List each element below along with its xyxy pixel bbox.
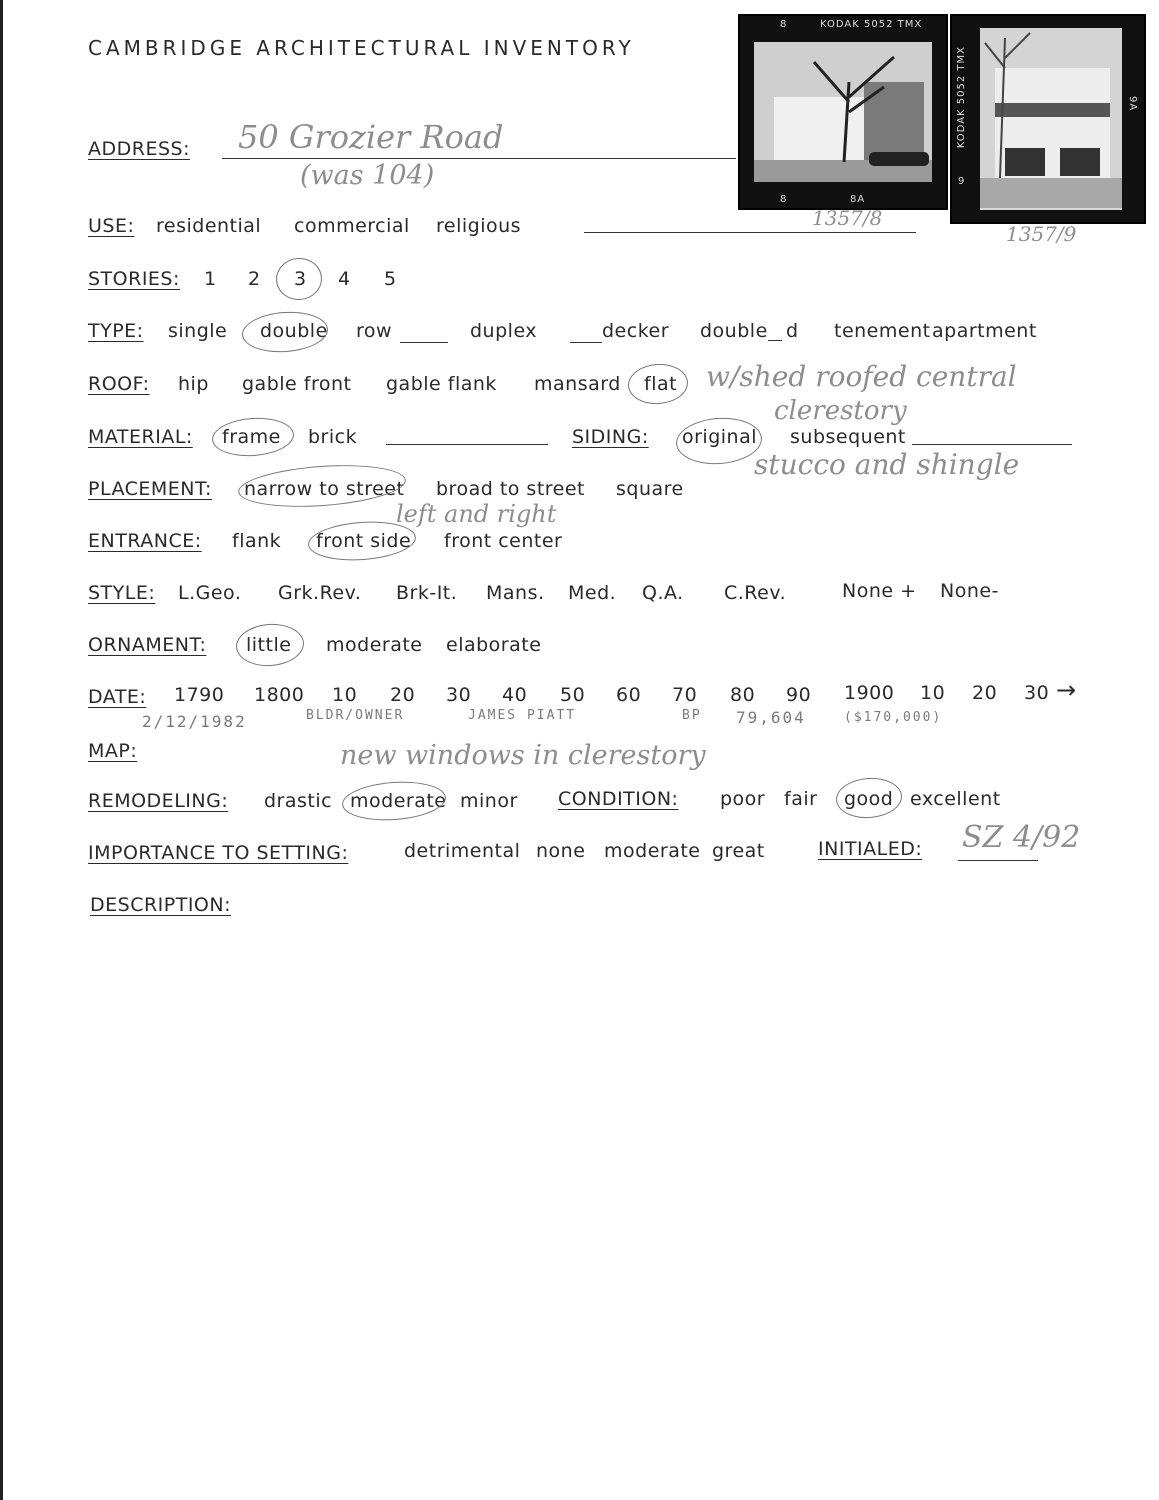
placement-label: PLACEMENT: (88, 478, 212, 500)
importance-label: IMPORTANCE TO SETTING: (88, 842, 349, 864)
condition-option-good: good (844, 788, 894, 810)
type-option-decker: decker (602, 320, 670, 342)
siding-option-original: original (682, 426, 758, 448)
roof-option-flat: flat (644, 373, 678, 395)
date-year-1930: 30 (1024, 682, 1050, 704)
date-year-20: 20 (390, 684, 416, 706)
photo-2-frame: 9 (958, 176, 966, 187)
ornament-option-elaborate: elaborate (446, 634, 542, 656)
date-year-1920: 20 (972, 682, 998, 704)
ornament-selection-circle (235, 622, 306, 669)
remodeling-label: REMODELING: (88, 790, 229, 812)
initialed-value: SZ 4/92 (962, 820, 1081, 855)
use-option-commercial: commercial (294, 215, 410, 237)
form-title: CAMBRIDGE ARCHITECTURAL INVENTORY (88, 36, 635, 60)
ornament-option-moderate: moderate (326, 634, 423, 656)
photo-2-image (980, 28, 1122, 210)
stories-option-4: 4 (338, 268, 351, 290)
stories-selection-circle (275, 256, 324, 301)
use-option-residential: residential (156, 215, 262, 237)
siding-label: SIDING: (572, 426, 649, 448)
type-option-apartment: apartment (932, 320, 1037, 342)
roof-label: ROOF: (88, 373, 150, 395)
type-option-d: d (786, 320, 799, 342)
date-year-40: 40 (502, 684, 528, 706)
condition-option-excellent: excellent (910, 788, 1001, 810)
style-label: STYLE: (88, 582, 156, 604)
placement-option-broad: broad to street (436, 478, 586, 500)
stories-option-1: 1 (204, 268, 217, 290)
photo-1-caption: 1357/8 (812, 206, 883, 230)
roof-note-1: w/shed roofed central (706, 360, 1017, 393)
type-label: TYPE: (88, 320, 144, 342)
date-year-30: 30 (446, 684, 472, 706)
photo-1-film: KODAK 5052 TMX (820, 19, 923, 30)
stories-option-2: 2 (248, 268, 261, 290)
roof-note-2: clerestory (774, 396, 907, 426)
photo-2-mark: 9A (1127, 96, 1138, 112)
ornament-option-little: little (246, 634, 292, 656)
date-note-name: JAMES PIATT (468, 708, 577, 723)
remodeling-option-minor: minor (460, 790, 518, 812)
type-option-duplex: duplex (470, 320, 538, 342)
placement-option-narrow: narrow to street (244, 478, 405, 500)
address-value: 50 Grozier Road (238, 118, 504, 156)
type-option-tenement: tenement (834, 320, 931, 342)
type-option-double-d: double (700, 320, 768, 342)
style-option-none-plus: None + (842, 580, 917, 602)
entrance-option-front-center: front center (444, 530, 563, 552)
remodeling-selection-circle (341, 778, 447, 823)
date-year-70: 70 (672, 684, 698, 706)
placement-option-square: square (616, 478, 684, 500)
type-option-row: row (356, 320, 393, 342)
type-double-d-line (768, 340, 782, 341)
siding-option-subsequent: subsequent (790, 426, 906, 448)
style-option-med: Med. (568, 582, 617, 604)
roof-option-gable-front: gable front (242, 373, 352, 395)
type-decker-line (570, 342, 602, 343)
address-line (222, 158, 736, 159)
roof-option-mansard: mansard (534, 373, 621, 395)
siding-other-line (912, 444, 1072, 445)
date-year-1900: 1900 (844, 682, 895, 704)
placement-selection-circle (237, 460, 407, 512)
address-note: (was 104) (300, 160, 435, 191)
material-other-line (386, 444, 548, 445)
style-option-grkrev: Grk.Rev. (278, 582, 362, 604)
importance-option-none: none (536, 840, 586, 862)
material-selection-circle (211, 415, 295, 459)
date-note-permit-no: 79,604 (736, 708, 806, 727)
date-note-permit: BP (682, 708, 702, 723)
importance-option-detrimental: detrimental (404, 840, 521, 862)
remodeling-option-moderate: moderate (350, 790, 447, 812)
date-note-date: 2/12/1982 (142, 712, 247, 731)
photo-1-image (754, 42, 932, 182)
date-year-1910: 10 (920, 682, 946, 704)
style-option-none-minus: None- (940, 580, 999, 602)
entrance-option-flank: flank (232, 530, 282, 552)
date-year-10: 10 (332, 684, 358, 706)
use-label: USE: (88, 215, 135, 237)
date-note-builder: BLDR/OWNER (306, 708, 405, 723)
date-year-1790: 1790 (174, 684, 225, 706)
type-row-line (400, 342, 448, 343)
roof-option-gable-flank: gable flank (386, 373, 497, 395)
remodeling-option-drastic: drastic (264, 790, 333, 812)
condition-label: CONDITION: (558, 788, 679, 810)
entrance-option-front-side: front side (316, 530, 412, 552)
type-selection-circle (241, 309, 330, 355)
type-option-double: double (260, 320, 328, 342)
material-label: MATERIAL: (88, 426, 193, 448)
type-option-single: single (168, 320, 228, 342)
siding-selection-circle (675, 415, 764, 467)
date-year-90: 90 (786, 684, 812, 706)
condition-option-poor: poor (720, 788, 766, 810)
date-year-60: 60 (616, 684, 642, 706)
initialed-label: INITIALED: (818, 838, 923, 860)
photo-1 (738, 14, 948, 210)
photo-1-frame: 8 (780, 19, 788, 30)
importance-option-moderate: moderate (604, 840, 701, 862)
material-option-frame: frame (222, 426, 281, 448)
date-year-1800: 1800 (254, 684, 305, 706)
style-option-brkit: Brk-It. (396, 582, 458, 604)
style-option-qa: Q.A. (642, 582, 684, 604)
scan-edge (0, 0, 3, 1500)
roof-selection-circle (627, 362, 690, 406)
photo-2 (950, 14, 1146, 224)
condition-option-fair: fair (784, 788, 818, 810)
date-label: DATE: (88, 686, 147, 708)
use-option-religious: religious (436, 215, 522, 237)
style-option-crev: C.Rev. (724, 582, 787, 604)
address-label: ADDRESS: (88, 138, 190, 160)
date-year-80: 80 (730, 684, 756, 706)
importance-option-great: great (712, 840, 765, 862)
roof-option-hip: hip (178, 373, 209, 395)
stories-option-3: 3 (294, 268, 307, 290)
stories-label: STORIES: (88, 268, 180, 290)
photo-2-film: KODAK 5052 TMX (956, 46, 967, 149)
stories-option-5: 5 (384, 268, 397, 290)
ornament-label: ORNAMENT: (88, 634, 207, 656)
date-note-cost: ($170,000) (844, 710, 943, 725)
date-arrow-icon: → (1056, 676, 1077, 704)
siding-note: stucco and shingle (754, 448, 1020, 481)
condition-selection-circle (835, 776, 904, 821)
map-note: new windows in clerestory (340, 740, 706, 771)
style-option-lgeo: L.Geo. (178, 582, 242, 604)
date-year-50: 50 (560, 684, 586, 706)
photo-2-caption: 1357/9 (1006, 222, 1077, 246)
description-label: DESCRIPTION: (90, 894, 232, 916)
initialed-line (958, 860, 1038, 861)
photo-1-mark: 8A (850, 194, 866, 205)
entrance-label: ENTRANCE: (88, 530, 202, 552)
entrance-note: left and right (396, 500, 557, 528)
material-option-brick: brick (308, 426, 358, 448)
use-other-line (584, 232, 916, 233)
photo-1-frame-bottom: 8 (780, 194, 788, 205)
style-option-mans: Mans. (486, 582, 545, 604)
map-label: MAP: (88, 740, 138, 762)
